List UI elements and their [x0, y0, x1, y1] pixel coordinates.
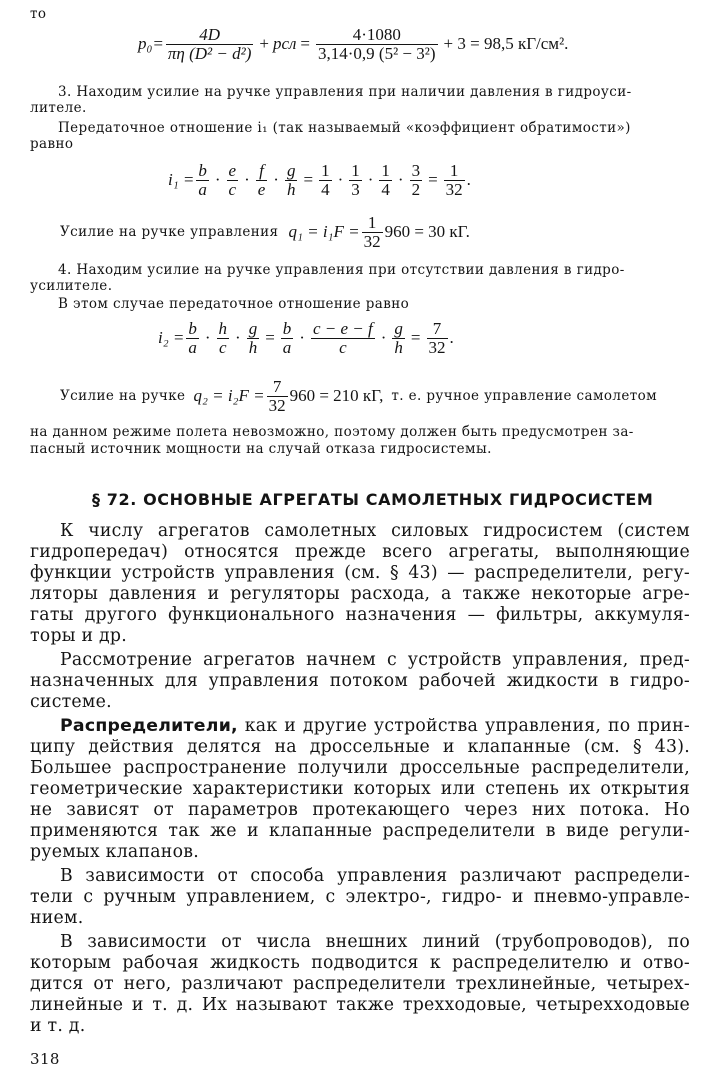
fraction-1-4 — [319, 162, 332, 199]
fraction-denominator: e — [257, 179, 266, 199]
text-line: нием. — [30, 908, 84, 928]
text-line: и т. д. — [30, 1016, 86, 1036]
text-line: системе. — [30, 692, 112, 712]
text-line: торы и др. — [30, 626, 127, 646]
paragraph — [30, 650, 690, 713]
fraction-3-2 — [410, 162, 423, 199]
fraction-numerator: g — [394, 319, 403, 338]
fraction-b-a — [281, 320, 294, 357]
fraction-denominator: 32 — [268, 395, 286, 415]
equals-sign: = — [303, 170, 314, 190]
text-line: Большее распространение получили дроссельные распределители, — [30, 758, 690, 778]
fraction-result — [444, 162, 465, 199]
q2-text-end: т. е. ручное управление самолетом — [391, 388, 658, 405]
fraction-denominator: 3,14·0,9 (5² − 3²) — [318, 43, 436, 63]
fraction-1-3 — [349, 162, 362, 199]
fraction-numerator: b — [198, 161, 207, 180]
fraction-denominator: c — [219, 337, 227, 357]
period: . — [449, 328, 454, 348]
text-line: Рассмотрение агрегатов начнем с устройств управления, пред- — [60, 650, 690, 670]
dot-operator: · — [244, 170, 250, 190]
body-text — [30, 521, 690, 1037]
text-line: К числу агрегатов самолетных силовых гидросистем (систем — [60, 521, 690, 541]
fraction-numerator: e — [228, 161, 237, 180]
conclusion-line1: на данном режиме полета невозможно, поэтому должен быть предусмотрен за- — [30, 424, 634, 440]
dot-operator: · — [380, 328, 387, 348]
dot-operator: · — [235, 328, 241, 348]
paragraph — [30, 716, 690, 863]
fraction-numerator: 1 — [381, 161, 390, 180]
fraction-numerator: b — [188, 319, 197, 338]
fraction-numerator: b — [282, 319, 292, 338]
fraction-denominator: 2 — [411, 179, 421, 199]
equation-i1 — [168, 162, 471, 199]
text-line: гидропередач) относятся прежде всего агрегаты, выполняющие — [30, 542, 690, 562]
fraction-denominator: a — [198, 179, 207, 199]
text-line: дится от него, различают распределители трехлинейные, четырех- — [30, 974, 690, 994]
page-number: 318 — [30, 1050, 60, 1068]
paragraph — [30, 521, 690, 647]
text-run: как и другие устройства управления, по прин- — [237, 716, 690, 736]
fraction-numerator: h — [218, 319, 228, 338]
eq-p0-psl: pсл — [272, 34, 297, 54]
text-line: не зависят от параметров протекающего через них потока. Но — [30, 800, 690, 820]
q1-text: Усилие на ручке управления — [60, 224, 279, 241]
fraction-f-e — [256, 162, 268, 199]
fraction-numerator: 7 — [427, 320, 448, 339]
section-heading: § 72. ОСНОВНЫЕ АГРЕГАТЫ САМОЛЕТНЫХ ГИДРОСИСТЕМ — [92, 490, 654, 509]
equation-p0 — [138, 26, 568, 63]
plus-sign: + — [259, 34, 269, 54]
dot-operator: · — [273, 170, 279, 190]
item4-line1: 4. Находим усилие на ручке управления при отсутствии давления в гидро- — [58, 262, 625, 278]
fraction-numerator: g — [286, 161, 296, 180]
fraction-numerator: 7 — [267, 378, 288, 397]
fraction-numerator: 1 — [321, 161, 330, 180]
equation-i2 — [158, 320, 454, 357]
item4-line3: В этом случае передаточное отношение равно — [58, 296, 410, 312]
q2-text: Усилие на ручке — [60, 388, 186, 405]
fraction-denominator: 32 — [363, 231, 381, 251]
item3-line3: Передаточное отношение i₁ (так называемый «коэффициент обратимости») — [58, 120, 631, 136]
equation-q1 — [60, 214, 470, 251]
fraction-numerator: 1 — [444, 162, 465, 181]
item3-line4: равно — [30, 136, 74, 152]
dot-operator: · — [299, 328, 305, 348]
equals-sign: = — [428, 170, 438, 190]
text-line: В зависимости от способа управления различают распредели- — [60, 866, 690, 886]
fraction-e-c — [227, 162, 239, 199]
equals-sign: = — [265, 328, 275, 348]
eq-p0-tail: + 3 = 98,5 кГ/см². — [443, 34, 569, 54]
fraction-denominator: 32 — [428, 337, 446, 357]
continuation-word: то — [30, 6, 47, 22]
fraction-numerator: f — [256, 162, 268, 181]
text-line: ципу действия делятся на дроссельные и клапанные (см. § 43). — [30, 737, 690, 757]
item3-line2: лителе. — [30, 100, 87, 116]
conclusion-line2: пасный источник мощности на случай отказа гидросистемы. — [30, 441, 492, 457]
fraction-result — [427, 320, 448, 357]
text-line: руемых клапанов. — [30, 842, 199, 862]
fraction-denominator: c — [339, 337, 347, 357]
fraction-denominator: 4 — [321, 179, 330, 199]
q2-lhs: q₂ = i₂F = — [193, 386, 265, 406]
fraction-b-a — [196, 162, 209, 199]
fraction-1-4 — [379, 162, 392, 199]
item4-line2: усилителе. — [30, 278, 113, 294]
fraction-denominator: 3 — [351, 179, 360, 199]
text-line: геометрические характеристики которых или степень их открытия — [30, 779, 690, 799]
fraction-cef-c — [311, 320, 375, 357]
fraction-denominator: a — [282, 337, 292, 357]
dot-operator: · — [204, 328, 211, 348]
text-line: тели с ручным управлением, с электро-, гидро- и пневмо-управле- — [30, 887, 690, 907]
fraction-g-h — [392, 320, 405, 357]
item3-line1: 3. Находим усилие на ручке управления при наличии давления в гидроуси- — [58, 84, 632, 100]
fraction-numerator: 1 — [351, 161, 360, 180]
eq-p0-fraction-2 — [316, 26, 438, 63]
fraction-denominator: h — [394, 337, 403, 357]
fraction-denominator: a — [188, 337, 197, 357]
fraction-numerator: 1 — [362, 214, 383, 233]
fraction-g-h — [285, 162, 298, 199]
fraction-denominator: h — [248, 337, 258, 357]
paragraph — [30, 932, 690, 1037]
fraction-g-h — [247, 320, 260, 357]
paragraph — [30, 866, 690, 929]
fraction-numerator: 4·1080 — [316, 26, 438, 45]
fraction-numerator: g — [248, 319, 258, 338]
dot-operator: · — [397, 170, 404, 190]
fraction-numerator: 4D — [166, 26, 253, 45]
text-line: применяются так же и клапанные распределители в виде регули- — [30, 821, 690, 841]
text-line: ляторы давления и регуляторы расхода, а также некоторые агре- — [30, 584, 690, 604]
text-line: гаты другого функционального назначения — фильтры, аккумуля- — [30, 605, 690, 625]
eq-i1-lhs: i₁ = — [168, 170, 195, 190]
eq-i2-lhs: i₂ = — [158, 328, 185, 348]
text-line — [30, 716, 690, 737]
q1-lhs: q₁ = i₁F = — [288, 222, 360, 242]
equals-sign: = — [300, 34, 311, 54]
fraction-denominator: c — [228, 179, 237, 199]
text-line: функции устройств управления (см. § 43) — распределители, регу- — [30, 563, 690, 583]
dot-operator: · — [337, 170, 344, 190]
fraction-denominator: h — [286, 179, 296, 199]
period: . — [466, 170, 471, 190]
text-line: которым рабочая жидкость подводится к распределителю и отво- — [30, 953, 690, 973]
text-line: назначенных для управления потоком рабочей жидкости в гидро- — [30, 671, 690, 691]
dot-operator: · — [367, 170, 374, 190]
bold-term: Распределители, — [60, 716, 238, 736]
q1-tail: 960 = 30 кГ. — [384, 222, 470, 242]
text-line: линейные и т. д. Их называют также трехходовые, четырехходовые — [30, 995, 690, 1015]
fraction-denominator: 4 — [381, 179, 390, 199]
text-line: В зависимости от числа внешних линий (трубопроводов), по — [60, 932, 690, 952]
fraction-denominator: πη (D² − d²) — [167, 43, 252, 63]
q2-tail: 960 = 210 кГ, — [289, 386, 384, 406]
eq-p0-lhs: p₀= — [138, 34, 164, 54]
fraction-h-c — [217, 320, 230, 357]
fraction-numerator: c − e − f — [312, 319, 373, 338]
q2-fraction — [267, 378, 288, 415]
equals-sign: = — [410, 328, 421, 348]
eq-p0-fraction-1 — [166, 26, 253, 63]
fraction-denominator: 32 — [445, 179, 463, 199]
fraction-b-a — [186, 320, 199, 357]
q1-fraction — [362, 214, 383, 251]
fraction-numerator: 3 — [411, 161, 421, 180]
equation-q2 — [60, 378, 657, 415]
dot-operator: · — [214, 170, 221, 190]
